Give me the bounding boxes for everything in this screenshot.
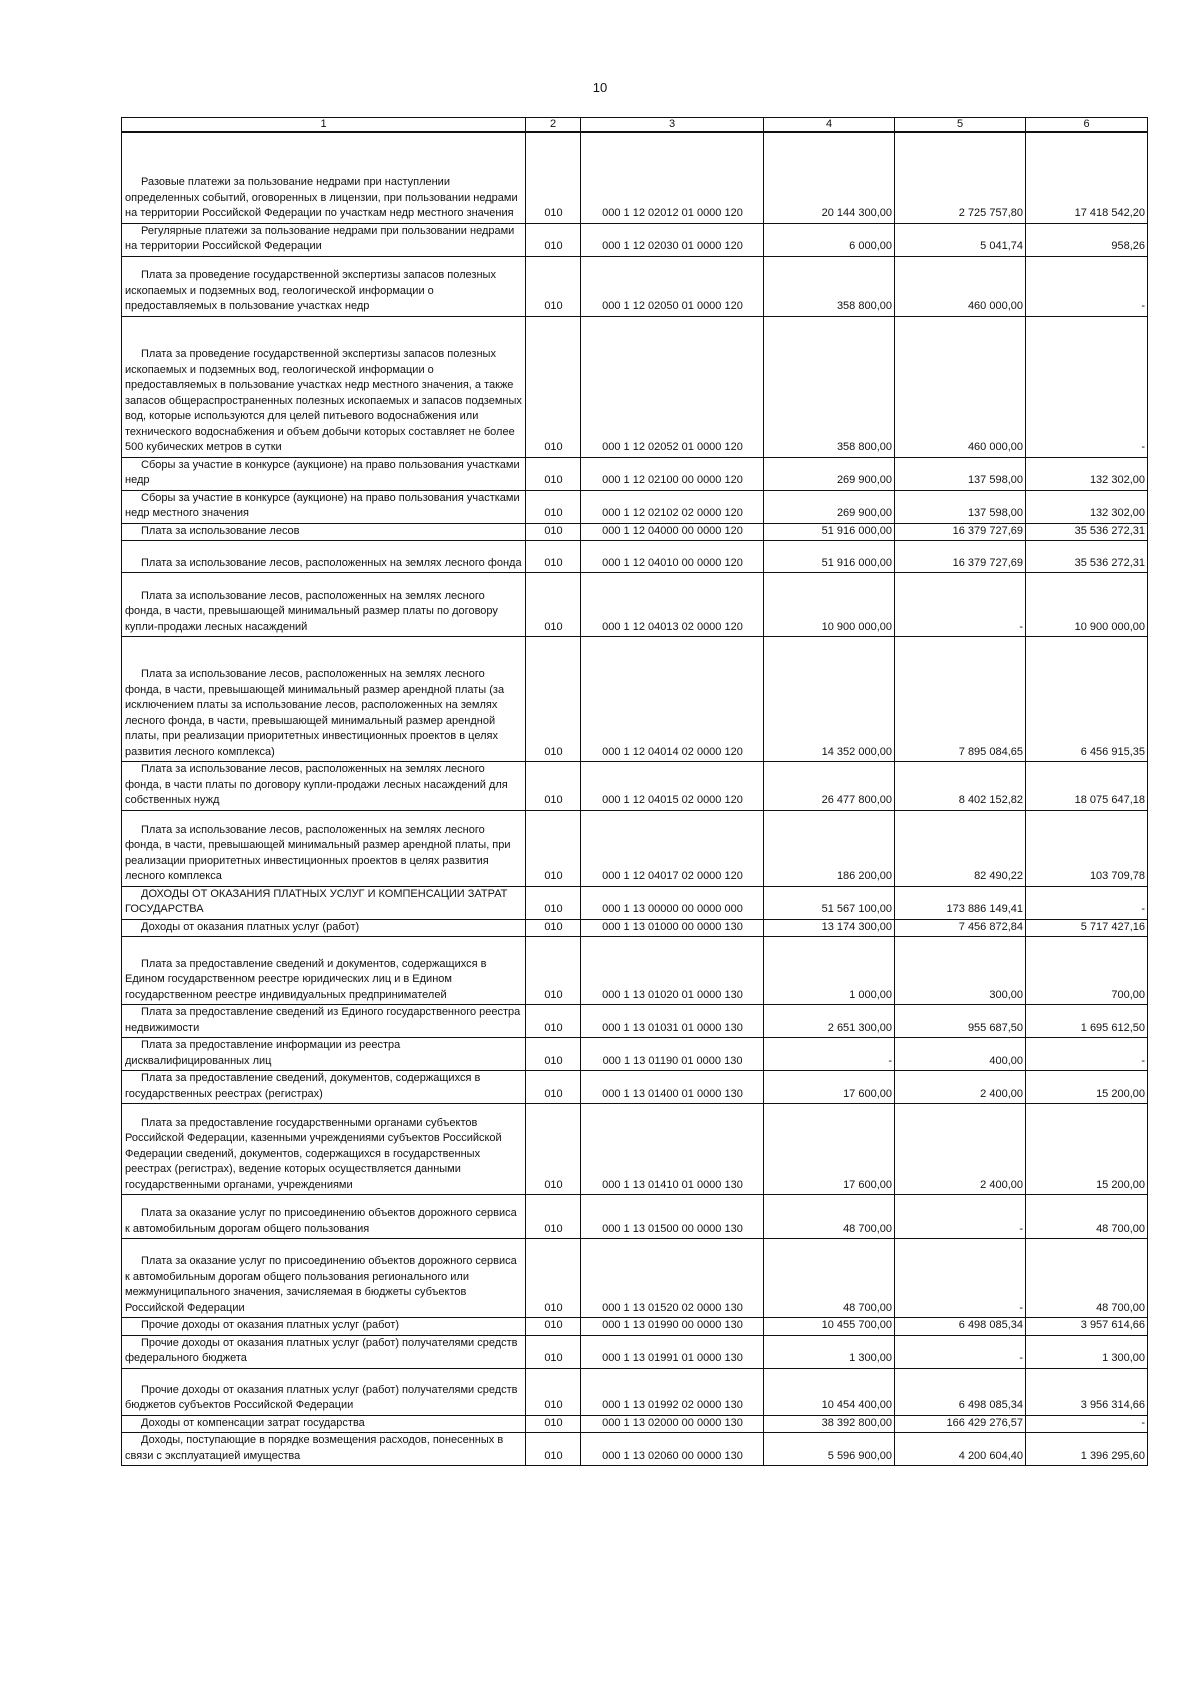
row-name-cell bbox=[122, 541, 526, 573]
table-row bbox=[122, 886, 1148, 919]
approved-amount-cell: 14 352 000,00 bbox=[764, 637, 895, 762]
row-code-cell: 010 bbox=[526, 1071, 581, 1104]
row-code-cell: 010 bbox=[526, 1195, 581, 1239]
executed-amount-cell: 2 725 757,80 bbox=[895, 132, 1026, 223]
row-name-cell bbox=[122, 762, 526, 811]
table-row bbox=[122, 810, 1148, 886]
unexecuted-amount-cell: 35 536 272,31 bbox=[1026, 523, 1148, 541]
budget-classification-code-cell: 000 1 12 04013 02 0000 120 bbox=[581, 573, 764, 637]
table-row bbox=[122, 457, 1148, 490]
budget-classification-code-cell: 000 1 12 02052 01 0000 120 bbox=[581, 316, 764, 457]
approved-amount-cell: 10 900 000,00 bbox=[764, 573, 895, 637]
approved-amount-cell: 269 900,00 bbox=[764, 490, 895, 523]
table-row bbox=[122, 637, 1148, 762]
row-name-cell bbox=[122, 1433, 526, 1466]
approved-amount-cell: 20 144 300,00 bbox=[764, 132, 895, 223]
unexecuted-amount-cell: 1 695 612,50 bbox=[1026, 1005, 1148, 1038]
row-name-text: Плата за использование лесов, расположенных на землях лесного фонда, в части, превышающей минимальный размер платы по договору купли-продажи лесных насаждений bbox=[125, 589, 498, 633]
row-name-text: Доходы от оказания платных услуг (работ) bbox=[141, 920, 360, 933]
executed-amount-cell: 4 200 604,40 bbox=[895, 1433, 1026, 1466]
executed-amount-cell: 300,00 bbox=[895, 937, 1026, 1005]
row-code-cell: 010 bbox=[526, 490, 581, 523]
row-code-cell: 010 bbox=[526, 937, 581, 1005]
row-code-cell: 010 bbox=[526, 573, 581, 637]
table-row bbox=[122, 256, 1148, 316]
row-code-cell: 010 bbox=[526, 256, 581, 316]
unexecuted-amount-cell: 132 302,00 bbox=[1026, 457, 1148, 490]
table-row bbox=[122, 1195, 1148, 1239]
budget-classification-code-cell: 000 1 13 01031 01 0000 130 bbox=[581, 1005, 764, 1038]
row-name-cell bbox=[122, 490, 526, 523]
executed-amount-cell: 400,00 bbox=[895, 1038, 1026, 1071]
table-row bbox=[122, 1005, 1148, 1038]
row-name-text: Сборы за участие в конкурсе (аукционе) на право пользования участками недр bbox=[125, 458, 520, 486]
unexecuted-amount-cell: 35 536 272,31 bbox=[1026, 541, 1148, 573]
unexecuted-amount-cell: 15 200,00 bbox=[1026, 1071, 1148, 1104]
table-row bbox=[122, 132, 1148, 223]
executed-amount-cell: 82 490,22 bbox=[895, 810, 1026, 886]
executed-amount-cell: 137 598,00 bbox=[895, 490, 1026, 523]
table-row bbox=[122, 1239, 1148, 1318]
row-name-cell bbox=[122, 316, 526, 457]
table-row bbox=[122, 316, 1148, 457]
table-row bbox=[122, 1071, 1148, 1104]
row-name-text: Сборы за участие в конкурсе (аукционе) на право пользования участками недр местного значения bbox=[125, 491, 520, 519]
row-name-text: Прочие доходы от оказания платных услуг (работ) bbox=[141, 1319, 399, 1331]
approved-amount-cell: 186 200,00 bbox=[764, 810, 895, 886]
row-name-cell bbox=[122, 1415, 526, 1433]
row-name-cell bbox=[122, 256, 526, 316]
table-row bbox=[122, 1318, 1148, 1336]
table-row bbox=[122, 1415, 1148, 1433]
table-row bbox=[122, 1368, 1148, 1415]
row-code-cell: 010 bbox=[526, 886, 581, 919]
approved-amount-cell: 38 392 800,00 bbox=[764, 1415, 895, 1433]
row-code-cell: 010 bbox=[526, 1318, 581, 1336]
budget-classification-code-cell: 000 1 12 04000 00 0000 120 bbox=[581, 523, 764, 541]
unexecuted-amount-cell: - bbox=[1026, 1038, 1148, 1071]
row-name-text: Плата за использование лесов, расположенных на землях лесного фонда bbox=[141, 556, 522, 569]
unexecuted-amount-cell: 700,00 bbox=[1026, 937, 1148, 1005]
row-code-cell: 010 bbox=[526, 637, 581, 762]
row-name-text: Плата за оказание услуг по присоединению объектов дорожного сервиса к автомобильным дорогам общего пользования bbox=[125, 1207, 517, 1235]
row-code-cell: 010 bbox=[526, 1415, 581, 1433]
column-number-header bbox=[122, 118, 1148, 133]
executed-amount-cell: 2 400,00 bbox=[895, 1104, 1026, 1195]
row-name-text: Плата за проведение государственной экспертизы запасов полезных ископаемых и подземных вод, геологической информации о предоставляемых в пользование участках недр bbox=[125, 269, 496, 312]
row-code-cell: 010 bbox=[526, 1239, 581, 1318]
budget-classification-code-cell: 000 1 13 01190 01 0000 130 bbox=[581, 1038, 764, 1071]
row-name-cell bbox=[122, 886, 526, 919]
budget-classification-code-cell: 000 1 12 02030 01 0000 120 bbox=[581, 223, 764, 256]
unexecuted-amount-cell: 3 957 614,66 bbox=[1026, 1318, 1148, 1336]
column-header: 1 bbox=[122, 118, 526, 133]
approved-amount-cell: - bbox=[764, 1038, 895, 1071]
row-code-cell: 010 bbox=[526, 523, 581, 541]
unexecuted-amount-cell: - bbox=[1026, 256, 1148, 316]
row-name-text: ДОХОДЫ ОТ ОКАЗАНИЯ ПЛАТНЫХ УСЛУГ И КОМПЕНСАЦИИ ЗАТРАТ ГОСУДАРСТВА bbox=[125, 887, 508, 915]
approved-amount-cell: 6 000,00 bbox=[764, 223, 895, 256]
approved-amount-cell: 48 700,00 bbox=[764, 1195, 895, 1239]
row-name-text: Разовые платежи за пользование недрами при наступлении определенных событий, оговоренных в лицензии, при пользовании недрами на территории Российской Федерации по участкам недр местного значения bbox=[125, 176, 518, 219]
table-row bbox=[122, 523, 1148, 541]
approved-amount-cell: 5 596 900,00 bbox=[764, 1433, 895, 1466]
table-row bbox=[122, 762, 1148, 811]
executed-amount-cell: 460 000,00 bbox=[895, 256, 1026, 316]
row-code-cell: 010 bbox=[526, 1104, 581, 1195]
table-row bbox=[122, 223, 1148, 256]
column-header: 3 bbox=[581, 118, 764, 133]
row-name-cell bbox=[122, 1335, 526, 1368]
executed-amount-cell: 6 498 085,34 bbox=[895, 1368, 1026, 1415]
row-name-text: Прочие доходы от оказания платных услуг (работ) получателями средств федерального бюджета bbox=[125, 1336, 518, 1364]
row-name-cell bbox=[122, 523, 526, 541]
executed-amount-cell: - bbox=[895, 1195, 1026, 1239]
approved-amount-cell: 13 174 300,00 bbox=[764, 919, 895, 937]
approved-amount-cell: 51 916 000,00 bbox=[764, 523, 895, 541]
approved-amount-cell: 10 454 400,00 bbox=[764, 1368, 895, 1415]
executed-amount-cell: 460 000,00 bbox=[895, 316, 1026, 457]
row-name-text: Плата за предоставление сведений из Единого государственного реестра недвижимости bbox=[125, 1006, 521, 1034]
executed-amount-cell: - bbox=[895, 573, 1026, 637]
row-name-cell bbox=[122, 1071, 526, 1104]
budget-classification-code-cell: 000 1 13 02000 00 0000 130 bbox=[581, 1415, 764, 1433]
row-name-text: Доходы, поступающие в порядке возмещения расходов, понесенных в связи с эксплуатацией имущества bbox=[125, 1434, 504, 1462]
unexecuted-amount-cell: 48 700,00 bbox=[1026, 1195, 1148, 1239]
unexecuted-amount-cell: 958,26 bbox=[1026, 223, 1148, 256]
unexecuted-amount-cell: 15 200,00 bbox=[1026, 1104, 1148, 1195]
unexecuted-amount-cell: 3 956 314,66 bbox=[1026, 1368, 1148, 1415]
budget-classification-code-cell: 000 1 13 00000 00 0000 000 bbox=[581, 886, 764, 919]
row-name-cell bbox=[122, 132, 526, 223]
column-header: 4 bbox=[764, 118, 895, 133]
unexecuted-amount-cell: - bbox=[1026, 316, 1148, 457]
approved-amount-cell: 10 455 700,00 bbox=[764, 1318, 895, 1336]
row-name-text: Плата за предоставление сведений, документов, содержащихся в государственных реестрах (регистрах) bbox=[125, 1072, 481, 1100]
table-row bbox=[122, 937, 1148, 1005]
row-code-cell: 010 bbox=[526, 541, 581, 573]
executed-amount-cell: 137 598,00 bbox=[895, 457, 1026, 490]
budget-classification-code-cell: 000 1 12 04017 02 0000 120 bbox=[581, 810, 764, 886]
page-number: 10 bbox=[592, 80, 608, 95]
approved-amount-cell: 51 567 100,00 bbox=[764, 886, 895, 919]
row-name-text: Плата за проведение государственной экспертизы запасов полезных ископаемых и подземных вод, геологической информации о предоставляемых в пользование участках недр местного значения, а также запасов общераспространенных полезных ископаемых и запасов подземных вод, которые используются для целей питьевого водоснабжения или технического водоснабжения и объем добычи которых составляет не более 500 кубических метров в сутки bbox=[125, 348, 522, 453]
unexecuted-amount-cell: 103 709,78 bbox=[1026, 810, 1148, 886]
table-row bbox=[122, 1335, 1148, 1368]
row-name-text: Плата за использование лесов bbox=[141, 524, 300, 537]
executed-amount-cell: 2 400,00 bbox=[895, 1071, 1026, 1104]
unexecuted-amount-cell: 48 700,00 bbox=[1026, 1239, 1148, 1318]
row-name-text: Доходы от компенсации затрат государства bbox=[141, 1416, 365, 1429]
row-name-cell bbox=[122, 1368, 526, 1415]
executed-amount-cell: - bbox=[895, 1239, 1026, 1318]
approved-amount-cell: 1 300,00 bbox=[764, 1335, 895, 1368]
row-name-cell bbox=[122, 1104, 526, 1195]
budget-classification-code-cell: 000 1 12 02100 00 0000 120 bbox=[581, 457, 764, 490]
column-header: 2 bbox=[526, 118, 581, 133]
row-name-cell bbox=[122, 457, 526, 490]
executed-amount-cell: - bbox=[895, 1335, 1026, 1368]
unexecuted-amount-cell: - bbox=[1026, 886, 1148, 919]
budget-classification-code-cell: 000 1 13 01992 02 0000 130 bbox=[581, 1368, 764, 1415]
row-code-cell: 010 bbox=[526, 223, 581, 256]
approved-amount-cell: 358 800,00 bbox=[764, 316, 895, 457]
row-name-text: Плата за использование лесов, расположенных на землях лесного фонда, в части платы по договору купли-продажи лесных насаждений для собственных нужд bbox=[125, 763, 508, 806]
row-name-text: Прочие доходы от оказания платных услуг (работ) получателями средств бюджетов субъектов Российской Федерации bbox=[125, 1383, 518, 1411]
budget-classification-code-cell: 000 1 12 02050 01 0000 120 bbox=[581, 256, 764, 316]
row-name-cell bbox=[122, 573, 526, 637]
unexecuted-amount-cell: 18 075 647,18 bbox=[1026, 762, 1148, 811]
executed-amount-cell: 7 895 084,65 bbox=[895, 637, 1026, 762]
approved-amount-cell: 26 477 800,00 bbox=[764, 762, 895, 811]
unexecuted-amount-cell: 1 396 295,60 bbox=[1026, 1433, 1148, 1466]
budget-classification-code-cell: 000 1 12 04015 02 0000 120 bbox=[581, 762, 764, 811]
budget-classification-code-cell: 000 1 13 01991 01 0000 130 bbox=[581, 1335, 764, 1368]
approved-amount-cell: 2 651 300,00 bbox=[764, 1005, 895, 1038]
table-row bbox=[122, 541, 1148, 573]
executed-amount-cell: 955 687,50 bbox=[895, 1005, 1026, 1038]
table-row bbox=[122, 573, 1148, 637]
row-code-cell: 010 bbox=[526, 919, 581, 937]
executed-amount-cell: 16 379 727,69 bbox=[895, 523, 1026, 541]
row-name-cell bbox=[122, 637, 526, 762]
row-name-text: Плата за предоставление информации из реестра дисквалифицированных лиц bbox=[125, 1039, 401, 1067]
approved-amount-cell: 269 900,00 bbox=[764, 457, 895, 490]
approved-amount-cell: 1 000,00 bbox=[764, 937, 895, 1005]
approved-amount-cell: 51 916 000,00 bbox=[764, 541, 895, 573]
budget-classification-code-cell: 000 1 13 02060 00 0000 130 bbox=[581, 1433, 764, 1466]
revenue-table bbox=[121, 117, 1148, 1466]
row-name-cell bbox=[122, 919, 526, 937]
row-code-cell: 010 bbox=[526, 316, 581, 457]
executed-amount-cell: 7 456 872,84 bbox=[895, 919, 1026, 937]
budget-classification-code-cell: 000 1 13 01000 00 0000 130 bbox=[581, 919, 764, 937]
executed-amount-cell: 16 379 727,69 bbox=[895, 541, 1026, 573]
budget-classification-code-cell: 000 1 13 01410 01 0000 130 bbox=[581, 1104, 764, 1195]
row-code-cell: 010 bbox=[526, 457, 581, 490]
unexecuted-amount-cell: 5 717 427,16 bbox=[1026, 919, 1148, 937]
row-name-text: Плата за оказание услуг по присоединению объектов дорожного сервиса к автомобильным дорогам общего пользования регионального или межмуниципального значения, зачисляемая в бюджеты субъектов Российской Федерации bbox=[125, 1255, 517, 1314]
row-code-cell: 010 bbox=[526, 1005, 581, 1038]
executed-amount-cell: 6 498 085,34 bbox=[895, 1318, 1026, 1336]
table-row bbox=[122, 1104, 1148, 1195]
budget-classification-code-cell: 000 1 12 04014 02 0000 120 bbox=[581, 637, 764, 762]
budget-classification-code-cell: 000 1 13 01520 02 0000 130 bbox=[581, 1239, 764, 1318]
unexecuted-amount-cell: - bbox=[1026, 1415, 1148, 1433]
row-name-cell bbox=[122, 937, 526, 1005]
row-name-text: Плата за предоставление сведений и документов, содержащихся в Едином государственном реестре юридических лиц и в Едином государственном реестре индивидуальных предпринимателей bbox=[125, 957, 487, 1001]
budget-classification-code-cell: 000 1 13 01500 00 0000 130 bbox=[581, 1195, 764, 1239]
table-row bbox=[122, 1038, 1148, 1071]
row-code-cell: 010 bbox=[526, 810, 581, 886]
budget-classification-code-cell: 000 1 12 02102 02 0000 120 bbox=[581, 490, 764, 523]
budget-classification-code-cell: 000 1 13 01020 01 0000 130 bbox=[581, 937, 764, 1005]
unexecuted-amount-cell: 132 302,00 bbox=[1026, 490, 1148, 523]
row-name-text: Плата за предоставление государственными органами субъектов Российской Федерации, казенными учреждениями субъектов Российской Федерации сведений, документов, содержащихся в государственных реестрах (регистрах), ведение которых осуществляется данными государственными органами, учреждениями bbox=[125, 1116, 502, 1191]
budget-classification-code-cell: 000 1 12 02012 01 0000 120 bbox=[581, 132, 764, 223]
budget-classification-code-cell: 000 1 12 04010 00 0000 120 bbox=[581, 541, 764, 573]
row-code-cell: 010 bbox=[526, 1335, 581, 1368]
approved-amount-cell: 17 600,00 bbox=[764, 1104, 895, 1195]
unexecuted-amount-cell: 17 418 542,20 bbox=[1026, 132, 1148, 223]
row-code-cell: 010 bbox=[526, 1038, 581, 1071]
table-row bbox=[122, 1433, 1148, 1466]
row-code-cell: 010 bbox=[526, 1433, 581, 1466]
row-name-text: Плата за использование лесов, расположенных на землях лесного фонда, в части, превышающей минимальный размер арендной платы (за исключением платы за использование лесов, расположенных на землях лесного фонда, в части, превышающей минимальный размер арендной платы, при реализации приоритетных инвестиционных проектов в целях развития лесного комплекса) bbox=[125, 668, 505, 758]
executed-amount-cell: 166 429 276,57 bbox=[895, 1415, 1026, 1433]
approved-amount-cell: 17 600,00 bbox=[764, 1071, 895, 1104]
executed-amount-cell: 8 402 152,82 bbox=[895, 762, 1026, 811]
row-name-cell bbox=[122, 1318, 526, 1336]
budget-classification-code-cell: 000 1 13 01400 01 0000 130 bbox=[581, 1071, 764, 1104]
table-row bbox=[122, 490, 1148, 523]
table-row bbox=[122, 919, 1148, 937]
approved-amount-cell: 48 700,00 bbox=[764, 1239, 895, 1318]
row-name-cell bbox=[122, 223, 526, 256]
row-name-cell bbox=[122, 810, 526, 886]
column-header: 5 bbox=[895, 118, 1026, 133]
row-name-cell bbox=[122, 1005, 526, 1038]
executed-amount-cell: 5 041,74 bbox=[895, 223, 1026, 256]
row-name-text: Регулярные платежи за пользование недрами при пользовании недрами на территории Российской Федерации bbox=[125, 224, 515, 252]
row-name-cell bbox=[122, 1038, 526, 1071]
unexecuted-amount-cell: 6 456 915,35 bbox=[1026, 637, 1148, 762]
row-name-cell bbox=[122, 1239, 526, 1318]
row-code-cell: 010 bbox=[526, 1368, 581, 1415]
row-name-text: Плата за использование лесов, расположенных на землях лесного фонда, в части, превышающей минимальный размер арендной платы, при реализации приоритетных инвестиционных проектов в целях развития лесного комплекса bbox=[125, 823, 511, 882]
unexecuted-amount-cell: 1 300,00 bbox=[1026, 1335, 1148, 1368]
row-name-cell bbox=[122, 1195, 526, 1239]
executed-amount-cell: 173 886 149,41 bbox=[895, 886, 1026, 919]
budget-classification-code-cell: 000 1 13 01990 00 0000 130 bbox=[581, 1318, 764, 1336]
row-code-cell: 010 bbox=[526, 762, 581, 811]
unexecuted-amount-cell: 10 900 000,00 bbox=[1026, 573, 1148, 637]
column-header: 6 bbox=[1026, 118, 1148, 133]
row-code-cell: 010 bbox=[526, 132, 581, 223]
approved-amount-cell: 358 800,00 bbox=[764, 256, 895, 316]
